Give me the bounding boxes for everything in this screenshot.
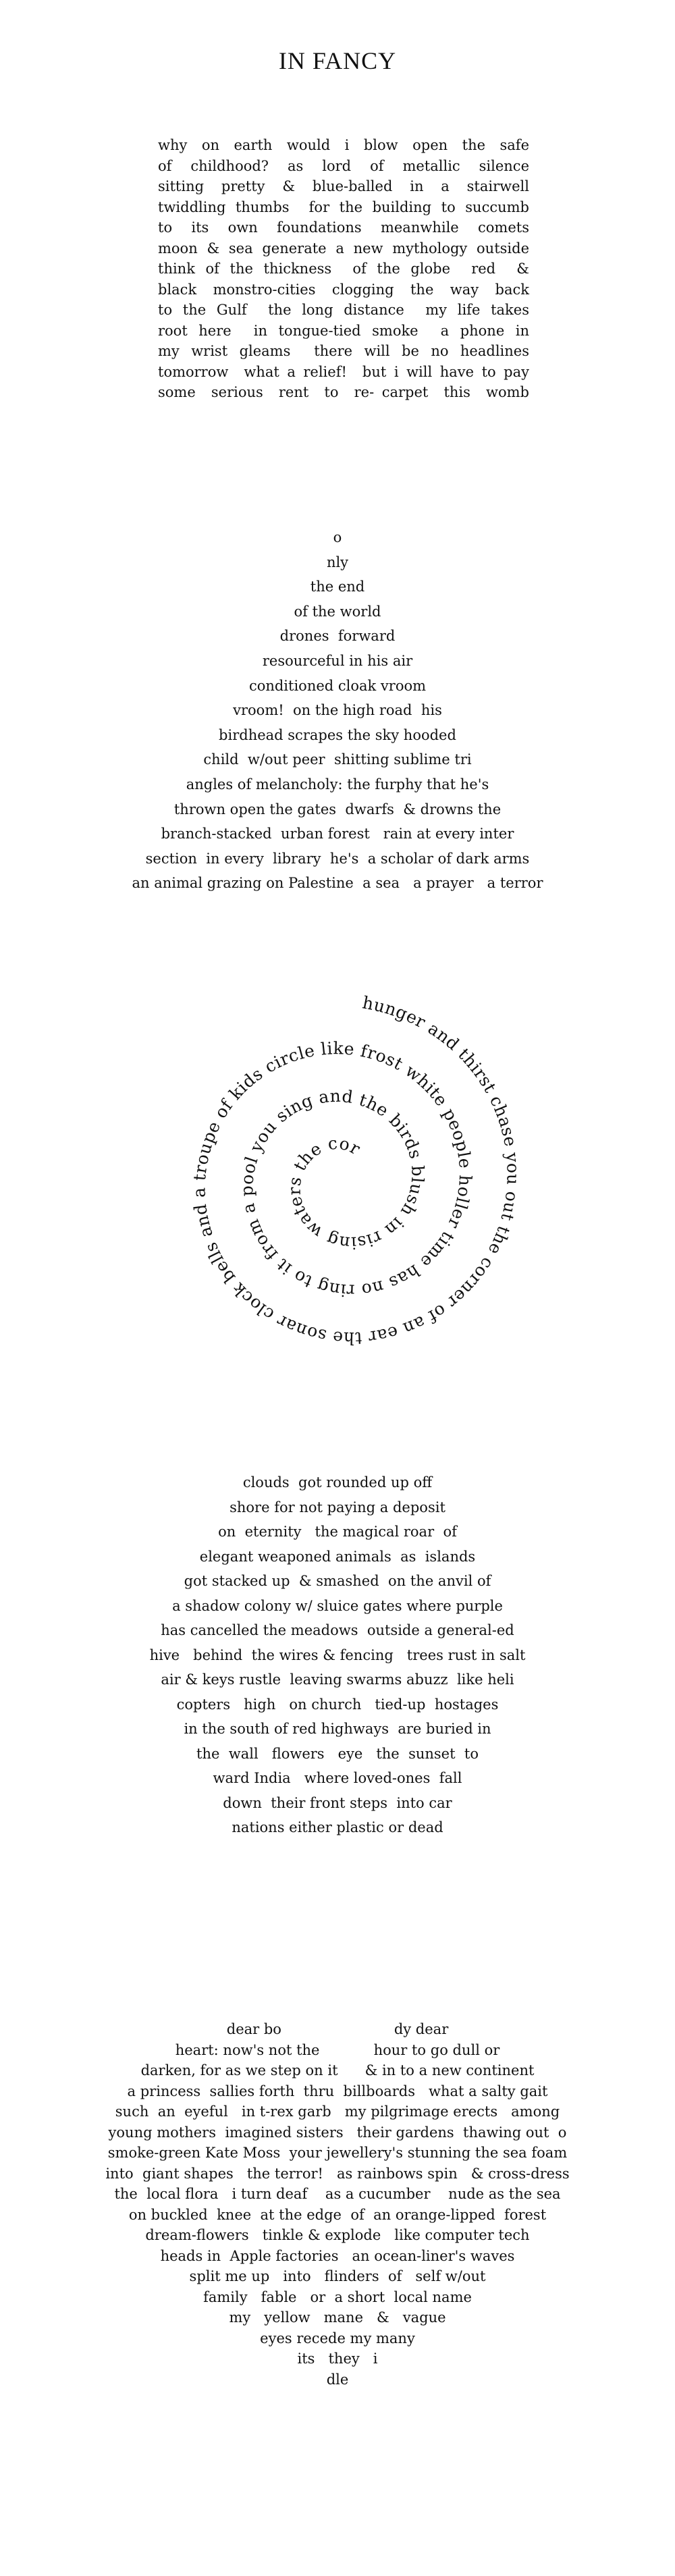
- poem-line: dear bo dy dear: [226, 2021, 449, 2037]
- poem-line: ward India where loved-ones fall: [213, 1770, 462, 1786]
- poem-line: to the Gulf the long distance my life takes: [158, 302, 529, 318]
- poem-line: sitting pretty & blue-balled in a stairwell: [158, 178, 529, 194]
- poem-line: why on earth would i blow open the safe: [158, 137, 529, 153]
- poem-line: the wall flowers eye the sunset to: [196, 1745, 479, 1762]
- stanza-4: [0, 1470, 675, 1840]
- poem-line: on eternity the magical roar of: [218, 1524, 457, 1540]
- poem-line: section in every library he's a scholar of dark arms: [145, 850, 530, 867]
- poem-line: conditioned cloak vroom: [248, 677, 427, 694]
- poem-line: has cancelled the meadows outside a general-ed: [161, 1622, 514, 1638]
- poem-line: the end: [310, 579, 365, 595]
- poem-line: its they i: [297, 2351, 378, 2367]
- poem-line: twiddling thumbs for the building to succumb: [158, 198, 529, 215]
- poem-line: shore for not paying a deposit: [230, 1499, 446, 1515]
- poem-line: think of the thickness of the globe red &: [158, 261, 529, 277]
- poem-line: heart: now's not the hour to go dull or: [175, 2041, 500, 2058]
- poem-line: into giant shapes the terror! as rainbows spin & cross-dress: [105, 2165, 570, 2182]
- poem-line: air & keys rustle leaving swarms abuzz like heli: [161, 1671, 514, 1688]
- stanza-5: [0, 2019, 675, 2390]
- poem-line: my yellow mane & vague: [229, 2309, 446, 2326]
- poem-line: moon & sea generate a new mythology outside: [158, 240, 529, 257]
- poem-line: darken, for as we step on it & in to a new continent: [140, 2062, 535, 2078]
- poem-line: child w/out peer shitting sublime tri: [203, 751, 472, 768]
- poem-title: IN FANCY: [278, 47, 397, 74]
- stanza-2: [0, 525, 675, 896]
- poem-line: young mothers imagined sisters their gardens thawing out o: [108, 2124, 567, 2141]
- poem-line: a princess sallies forth thru billboards what a salty gait: [127, 2083, 548, 2099]
- poem-line: elegant weaponed animals as islands: [199, 1548, 476, 1565]
- poem-line: hive behind the wires & fencing trees rust in salt: [149, 1646, 526, 1663]
- poem-line: my wrist gleams there will be no headlines: [158, 343, 529, 359]
- poem-line: eyes recede my many: [260, 2330, 415, 2346]
- poem-line: root here in tongue-tied smoke a phone in: [158, 322, 529, 339]
- poem-line: such an eyeful in t-rex garb my pilgrimage erects among: [115, 2103, 560, 2120]
- poem-line: clouds got rounded up off: [242, 1474, 433, 1491]
- spiral-stanza: [155, 986, 533, 1377]
- poem-line: vroom! on the high road his: [233, 702, 442, 719]
- poem-line: the local flora i turn deaf as a cucumber nude as the sea: [114, 2186, 561, 2202]
- poem-line: tomorrow what a relief! but i will have to pay: [158, 363, 529, 380]
- poem-line: nations either plastic or dead: [232, 1819, 443, 1835]
- poem-line: some serious rent to re- carpet this womb: [158, 384, 529, 400]
- poem-line: birdhead scrapes the sky hooded: [219, 726, 456, 743]
- poem-line: copters high on church tied-up hostages: [176, 1696, 499, 1713]
- poem-line: smoke-green Kate Moss your jewellery's stunning the sea foam: [107, 2145, 568, 2161]
- poem-line: split me up into flinders of self w/out: [189, 2268, 486, 2284]
- poem-line: on buckled knee at the edge of an orange-lipped forest: [128, 2206, 547, 2223]
- poem-line: black monstro-cities clogging the way back: [158, 281, 529, 298]
- poem-line: dream-flowers tinkle & explode like computer tech: [145, 2227, 530, 2243]
- poem-line: heads in Apple factories an ocean-liner's waves: [160, 2247, 515, 2264]
- poem-line: family fable or a short local name: [203, 2288, 472, 2305]
- poem-line: down their front steps into car: [223, 1794, 452, 1811]
- poem-line: of childhood? as lord of metallic silence: [158, 157, 529, 174]
- stanza-1: [158, 135, 529, 403]
- poem-line: o: [333, 529, 342, 545]
- poem-line: an animal grazing on Palestine a sea a prayer a terror: [132, 875, 543, 892]
- poem-line: a shadow colony w/ sluice gates where purple: [172, 1597, 503, 1614]
- poem-line: drones forward: [279, 628, 396, 645]
- poem-line: dle: [326, 2371, 349, 2388]
- poem-line: angles of melancholy: the furphy that he's: [186, 776, 489, 793]
- spiral-stanza-text: hunger and thirst chase you out the corner of an ear the sonar clock bells and a troupe of kids circle like frost white people holler time has no ring to it from a pool you sing and the birds blush in rising waters the cor: [189, 992, 523, 1349]
- poem-line: resourceful in his air: [262, 652, 413, 669]
- poem-line: thrown open the gates dwarfs & drowns the: [173, 801, 502, 817]
- poem-line: to its own foundations meanwhile comets: [158, 219, 529, 236]
- poem-line: branch-stacked urban forest rain at every inter: [161, 826, 514, 842]
- poem-line: nly: [326, 554, 349, 570]
- poem-line: in the south of red highways are buried in: [184, 1721, 491, 1737]
- poem-line: got stacked up & smashed on the anvil of: [184, 1573, 491, 1589]
- poem-line: of the world: [294, 603, 381, 620]
